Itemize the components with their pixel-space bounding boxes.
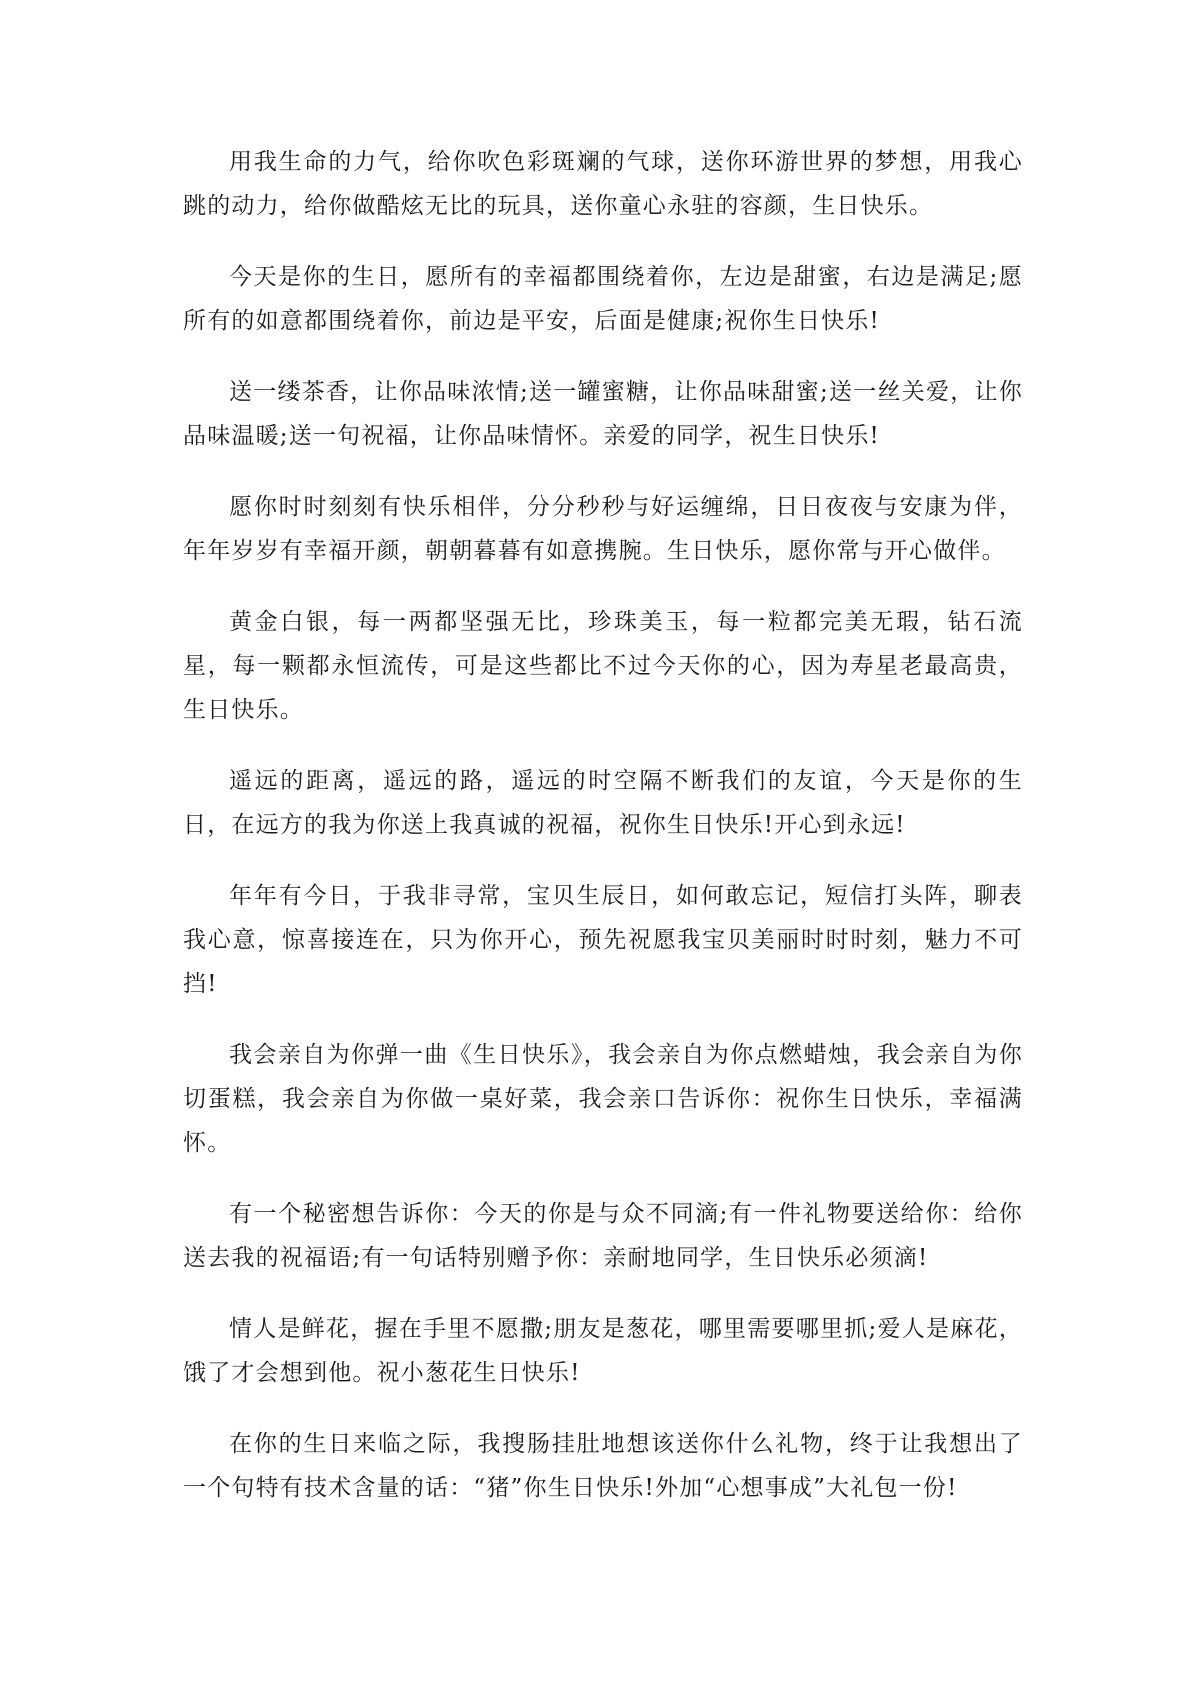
paragraph-2: 今天是你的生日，愿所有的幸福都围绕着你，左边是甜蜜，右边是满足;愿所有的如意都围绕着你，前边是平安，后面是健康;祝你生日快乐!	[183, 264, 1023, 334]
paragraph-11: 在你的生日来临之际，我搜肠挂肚地想该送你什么礼物，终于让我想出了一个句特有技术含量的话：“猪”你生日快乐!外加“心想事成”大礼包一份!	[183, 1431, 1023, 1501]
paragraph-7: 年年有今日，于我非寻常，宝贝生辰日，如何敢忘记，短信打头阵，聊表我心意，惊喜接连在，只为你开心，预先祝愿我宝贝美丽时时时刻，魅力不可挡!	[183, 883, 1023, 997]
paragraph-3: 送一缕茶香，让你品味浓情;送一罐蜜糖，让你品味甜蜜;送一丝关爱，让你品味温暖;送一句祝福，让你品味情怀。亲爱的同学，祝生日快乐!	[183, 379, 1023, 449]
paragraph-6: 遥远的距离，遥远的路，遥远的时空隔不断我们的友谊，今天是你的生日，在远方的我为你送上我真诚的祝福，祝你生日快乐!开心到永远!	[183, 768, 1023, 838]
paragraph-8: 我会亲自为你弹一曲《生日快乐》，我会亲自为你点燃蜡烛，我会亲自为你切蛋糕，我会亲自为你做一桌好菜，我会亲口告诉你：祝你生日快乐，幸福满怀。	[183, 1042, 1023, 1156]
paragraph-10: 情人是鲜花，握在手里不愿撒;朋友是葱花，哪里需要哪里抓;爱人是麻花，饿了才会想到他。祝小葱花生日快乐!	[183, 1316, 1023, 1386]
document-body	[183, 140, 1023, 1537]
paragraph-9: 有一个秘密想告诉你：今天的你是与众不同滴;有一件礼物要送给你：给你送去我的祝福语;有一句话特别赠予你：亲耐地同学，生日快乐必须滴!	[183, 1201, 1023, 1271]
paragraph-5: 黄金白银，每一两都坚强无比，珍珠美玉，每一粒都完美无瑕，钻石流星，每一颗都永恒流传，可是这些都比不过今天你的心，因为寿星老最高贵，生日快乐。	[183, 609, 1023, 723]
paragraph-4: 愿你时时刻刻有快乐相伴，分分秒秒与好运缠绵，日日夜夜与安康为伴，年年岁岁有幸福开颜，朝朝暮暮有如意携腕。生日快乐，愿你常与开心做伴。	[183, 494, 1023, 564]
paragraph-1: 用我生命的力气，给你吹色彩斑斓的气球，送你环游世界的梦想，用我心跳的动力，给你做酷炫无比的玩具，送你童心永驻的容颜，生日快乐。	[183, 149, 1023, 219]
